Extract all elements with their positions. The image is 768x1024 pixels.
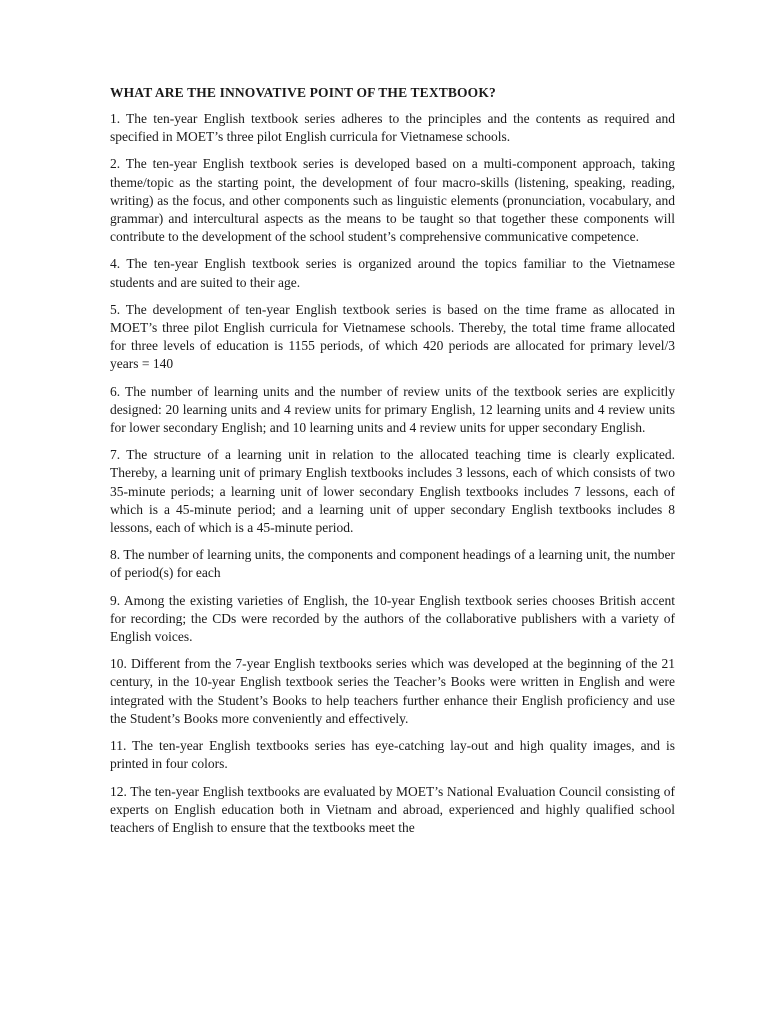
paragraph-6: 6. The number of learning units and the number of review units of the textbook series are explicitly designed: 20 learning units and 4 review units for primary English, 12 learning units and 4 review units for lower secondary English; and 10 learning units and 4 review units for upper secondary English.	[110, 383, 675, 436]
paragraph-1: 1. The ten-year English textbook series adheres to the principles and the contents as required and specified in MOET’s three pilot English curricula for Vietnamese schools.	[110, 111, 675, 145]
document-body	[110, 84, 675, 846]
paragraph-8: 8. The number of learning units, the components and component headings of a learning unit, the number of period(s) for each	[110, 547, 675, 581]
paragraph-12: 12. The ten-year English textbooks are evaluated by MOET’s National Evaluation Council consisting of experts on English education both in Vietnam and abroad, experienced and highly qualified school teachers of English to ensure that the textbooks meet the	[110, 783, 675, 835]
paragraph-2: 2. The ten-year English textbook series is developed based on a multi-component approach, taking theme/topic as the starting point, the development of four macro-skills (listening, speaking, reading, writing) as the focus, and other components such as linguistic elements (pronunciation, vocabulary, and grammar) and intercultural aspects as the means to be taught so that together these components will contribute to the development of the school student’s comprehensive communicative competence.	[110, 156, 675, 245]
paragraph-7: 7. The structure of a learning unit in relation to the allocated teaching time is clearly explicated. Thereby, a learning unit of primary English textbooks includes 3 lessons, each of which consists of two 35-minute periods; a learning unit of lower secondary English textbooks includes 7 lessons, each of which is a 45-minute period; and a learning unit of upper secondary English textbooks includes 8 lessons, each of which is a 45-minute period.	[110, 447, 675, 536]
paragraph-4: 4. The ten-year English textbook series is organized around the topics familiar to the Vietnamese students and are suited to their age.	[110, 256, 675, 290]
paragraph-5: 5. The development of ten-year English textbook series is based on the time frame as allocated in MOET’s three pilot English curricula for Vietnamese schools. Thereby, the total time frame allocated for three levels of education is 1155 periods, of which 420 periods are allocated for primary level/3 years = 140	[110, 301, 675, 372]
paragraph-9: 9. Among the existing varieties of English, the 10-year English textbook series chooses British accent for recording; the CDs were recorded by the authors of the collaborative publishers with a variety of English voices.	[110, 592, 675, 645]
paragraph-11: 11. The ten-year English textbooks series has eye-catching lay-out and high quality images, and is printed in four colors.	[110, 738, 675, 772]
document-title: WHAT ARE THE INNOVATIVE POINT OF THE TEXTBOOK?	[110, 85, 496, 100]
paragraph-10: 10. Different from the 7-year English textbooks series which was developed at the beginning of the 21 century, in the 10-year English textbook series the Teacher’s Books were written in English and were integrated with the Student’s Books to help teachers further enhance their English proficiency and use the Student’s Books more conveniently and effectively.	[110, 656, 675, 726]
